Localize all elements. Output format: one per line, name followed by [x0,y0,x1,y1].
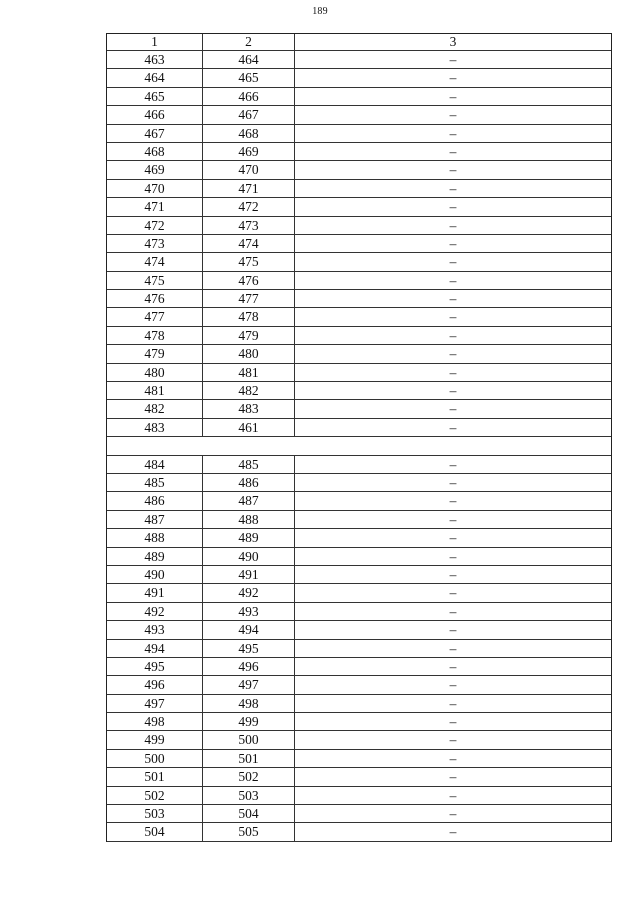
table-cell-col1: 473 [107,235,203,252]
table-cell-col1: 483 [107,419,203,436]
table-cell-col1: 489 [107,548,203,565]
table-cell-col2: 461 [203,419,295,436]
table-cell-col1: 504 [107,823,203,840]
table-cell-col1: 463 [107,51,203,68]
table-cell-col2: 485 [203,456,295,473]
table-row [107,143,611,161]
table-cell-col3: – [449,474,457,490]
table-cell-col1: 496 [107,676,203,693]
table-cell-col2: 487 [203,492,295,509]
table-row [107,492,611,510]
table-cell-col1: 475 [107,272,203,289]
table-cell-col3: – [449,566,457,582]
table-cell-col2: 491 [203,566,295,583]
table-cell-col1: 472 [107,217,203,234]
table-row [107,400,611,418]
table-cell-col1: 467 [107,125,203,142]
table-cell-col1: 494 [107,640,203,657]
table-cell-col3: – [449,695,457,711]
table-cell-col3: – [449,254,457,270]
table-row [107,548,611,566]
table-cell-col3: – [449,52,457,67]
table-cell-col3: – [449,640,457,656]
table-cell-col3: – [449,107,457,123]
table-spacer-row [107,437,611,455]
table-row [107,456,611,474]
table-cell-col1: 469 [107,161,203,178]
table-cell-col2: 488 [203,511,295,528]
table-cell-col3: – [449,622,457,638]
table-cell-col1: 493 [107,621,203,638]
table-cell-col2: 502 [203,768,295,785]
table-row [107,566,611,584]
table-cell-col1: 498 [107,713,203,730]
table-cell-col2: 492 [203,584,295,601]
table-row [107,125,611,143]
table-cell-col3: – [449,769,457,785]
table-cell-col3: – [449,456,457,472]
table-group-2 [107,456,611,842]
table-cell-col2: 496 [203,658,295,675]
table-cell-col2: 472 [203,198,295,215]
table-cell-col3: – [449,658,457,674]
table-cell-col1: 503 [107,805,203,822]
table-cell-col3: – [449,217,457,233]
table-cell-col2: 475 [203,253,295,270]
table-cell-col3: – [449,272,457,288]
table-cell-col3: – [449,603,457,619]
table-row [107,640,611,658]
table-row [107,69,611,87]
column-header-3: 3 [449,34,457,49]
table-row [107,345,611,363]
table-cell-col2: 505 [203,823,295,840]
table-cell-col3: – [449,824,457,840]
table-row [107,621,611,639]
table-row [107,253,611,271]
table-row [107,217,611,235]
table-row [107,474,611,492]
page-number: 189 [312,6,328,17]
table-cell-col2: 480 [203,345,295,362]
table-cell-col2: 504 [203,805,295,822]
table-cell-col1: 476 [107,290,203,307]
table-row [107,419,611,437]
table-cell-col1: 501 [107,768,203,785]
table-cell-col3: – [449,180,457,196]
table-cell-col3: – [449,677,457,693]
table-cell-col1: 466 [107,106,203,123]
table-cell-col2: 467 [203,106,295,123]
table-row [107,161,611,179]
table-row [107,51,611,69]
table-cell-col3: – [449,88,457,104]
table-cell-col2: 497 [203,676,295,693]
table-cell-col3: – [449,383,457,399]
table-cell-col2: 465 [203,69,295,86]
table-cell-col1: 487 [107,511,203,528]
table-header-row [107,34,611,51]
table-cell-col1: 478 [107,327,203,344]
table-cell-col2: 494 [203,621,295,638]
table-row [107,695,611,713]
table-cell-col1: 484 [107,456,203,473]
table-cell-col2: 495 [203,640,295,657]
table-cell-col1: 464 [107,69,203,86]
table-cell-col2: 486 [203,474,295,491]
table-cell-col2: 468 [203,125,295,142]
table-cell-col3: – [449,732,457,748]
data-table [106,33,612,842]
table-cell-col2: 479 [203,327,295,344]
table-cell-col3: – [449,364,457,380]
table-cell-col3: – [449,70,457,86]
table-cell-col2: 474 [203,235,295,252]
table-cell-col3: – [449,401,457,417]
table-row [107,823,611,841]
table-cell-col2: 499 [203,713,295,730]
table-cell-col3: – [449,419,457,435]
table-cell-col2: 501 [203,750,295,767]
table-row [107,235,611,253]
table-row [107,658,611,676]
column-header-2: 2 [203,34,295,50]
table-cell-col3: – [449,291,457,307]
table-row [107,731,611,749]
table-cell-col1: 502 [107,787,203,804]
table-cell-col1: 481 [107,382,203,399]
table-cell-col3: – [449,750,457,766]
column-header-1: 1 [107,34,203,50]
table-row [107,364,611,382]
table-cell-col2: 481 [203,364,295,381]
table-row [107,382,611,400]
table-cell-col3: – [449,346,457,362]
table-cell-col2: 471 [203,180,295,197]
table-cell-col2: 469 [203,143,295,160]
table-row [107,676,611,694]
table-cell-col2: 483 [203,400,295,417]
table-cell-col1: 470 [107,180,203,197]
table-cell-col3: – [449,235,457,251]
table-cell-col2: 500 [203,731,295,748]
table-cell-col1: 497 [107,695,203,712]
table-cell-col1: 477 [107,308,203,325]
table-cell-col1: 495 [107,658,203,675]
table-cell-col1: 486 [107,492,203,509]
table-cell-col1: 465 [107,88,203,105]
table-cell-col2: 490 [203,548,295,565]
table-cell-col3: – [449,143,457,159]
table-row [107,88,611,106]
table-cell-col1: 480 [107,364,203,381]
table-cell-col3: – [449,162,457,178]
table-cell-col2: 503 [203,787,295,804]
table-row [107,106,611,124]
table-cell-col2: 493 [203,603,295,620]
table-row [107,529,611,547]
table-row [107,750,611,768]
table-cell-col3: – [449,585,457,601]
table-row [107,308,611,326]
table-cell-col3: – [449,714,457,730]
table-cell-col2: 464 [203,51,295,68]
table-cell-col3: – [449,327,457,343]
table-cell-col3: – [449,199,457,215]
table-row [107,511,611,529]
table-cell-col3: – [449,511,457,527]
table-cell-col2: 482 [203,382,295,399]
table-row [107,787,611,805]
table-cell-col1: 490 [107,566,203,583]
table-cell-col3: – [449,493,457,509]
table-row [107,768,611,786]
table-cell-col1: 482 [107,400,203,417]
table-row [107,272,611,290]
table-cell-col1: 500 [107,750,203,767]
table-row [107,805,611,823]
table-row [107,603,611,621]
table-cell-col2: 466 [203,88,295,105]
table-cell-col3: – [449,806,457,822]
table-cell-col1: 492 [107,603,203,620]
table-cell-col3: – [449,125,457,141]
table-cell-col1: 474 [107,253,203,270]
table-row [107,713,611,731]
table-cell-col3: – [449,548,457,564]
table-group-1 [107,51,611,437]
table-cell-col3: – [449,530,457,546]
table-cell-col1: 491 [107,584,203,601]
table-cell-col1: 471 [107,198,203,215]
table-row [107,327,611,345]
table-row [107,198,611,216]
table-cell-col2: 478 [203,308,295,325]
table-cell-col1: 479 [107,345,203,362]
table-row [107,584,611,602]
table-cell-col1: 499 [107,731,203,748]
table-cell-col2: 476 [203,272,295,289]
table-cell-col1: 468 [107,143,203,160]
table-cell-col2: 498 [203,695,295,712]
table-row [107,290,611,308]
table-cell-col3: – [449,787,457,803]
table-cell-col2: 477 [203,290,295,307]
table-row [107,180,611,198]
table-cell-col2: 470 [203,161,295,178]
table-cell-col3: – [449,309,457,325]
table-cell-col1: 488 [107,529,203,546]
table-cell-col2: 473 [203,217,295,234]
table-cell-col2: 489 [203,529,295,546]
table-cell-col1: 485 [107,474,203,491]
